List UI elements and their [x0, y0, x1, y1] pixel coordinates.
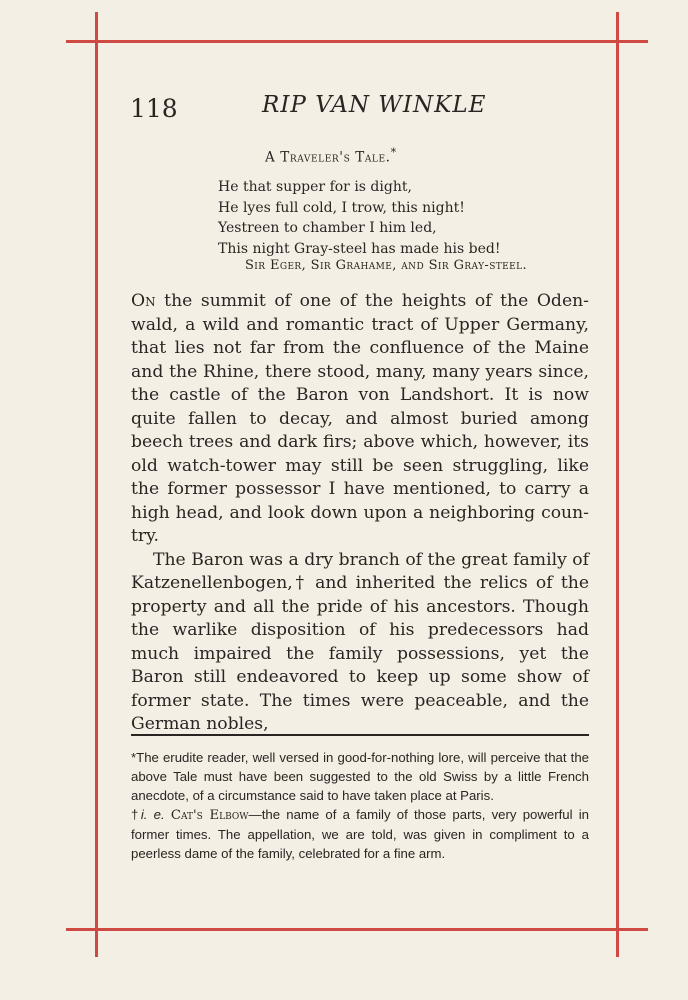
- verse-line: He lyes full cold, I trow, this night!: [218, 199, 465, 216]
- verse-line: This night Gray-steel has made his bed!: [218, 240, 501, 257]
- body-text: [131, 290, 589, 737]
- paragraph-lead: On: [131, 291, 156, 311]
- page-number: 118: [130, 94, 178, 123]
- paragraph-text: the summit of one of the heights of the Oden-wald, a wild and romantic tract of Upper Germany, that lies not far from the confluence of the Maine and the Rhine, there stood, many, many years since, the castle of the Baron von Landshort. It is now quite fallen to decay, and almost buried among beech trees and dark firs; above which, however, its old watch-tower may still be seen struggling, like the former possessor I have mentioned, to carry a high head, and look down upon a neighboring coun-try.: [131, 291, 589, 546]
- footnote-text: —the name of a family of those parts, very powerful in former times. The appellation, we are told, was given in compliment to a peerless dame of the family, celebrated for a fine arm.: [131, 807, 589, 861]
- border-rule-top: [66, 40, 648, 43]
- footnote-abbrev: i. e.: [140, 807, 165, 822]
- border-rule-right: [616, 12, 619, 957]
- footnote-term: Cat's Elbow: [170, 808, 249, 823]
- border-rule-bottom: [66, 928, 648, 931]
- paragraph: The Baron was a dry branch of the great family of Katzenellenbogen,† and inherited the relics of the property and all the pride of his ancestors. Though the warlike disposition of his predecessors had much impaired the family possessions, yet the Baron still endeavored to keep up some show of former state. The times were peaceable, and the German nobles,: [131, 549, 589, 734]
- footnote: [131, 805, 589, 863]
- epigraph-verse: [218, 177, 500, 259]
- epigraph-attribution: Sir Eger, Sir Grahame, and Sir Gray-steel.: [245, 258, 528, 273]
- footnote: *The erudite reader, well versed in good-for-nothing lore, will perceive that the above Tale must have been suggested to the old Swiss by a little French anecdote, of a circumstance said to have taken place at Paris.: [131, 750, 589, 803]
- verse-line: Yestreen to chamber I him led,: [218, 220, 437, 236]
- section-title-text: A Traveler's Tale.: [265, 149, 391, 166]
- footnote-mark: †: [131, 807, 141, 822]
- verse-line: He that supper for is dight,: [218, 179, 412, 195]
- footnotes: [131, 748, 589, 863]
- border-rule-left: [95, 12, 98, 957]
- footnote-mark: *: [390, 146, 397, 159]
- section-title: [265, 146, 397, 166]
- running-head: RIP VAN WINKLE: [262, 92, 487, 118]
- paragraph: [131, 290, 589, 549]
- footnote-divider: [131, 734, 589, 736]
